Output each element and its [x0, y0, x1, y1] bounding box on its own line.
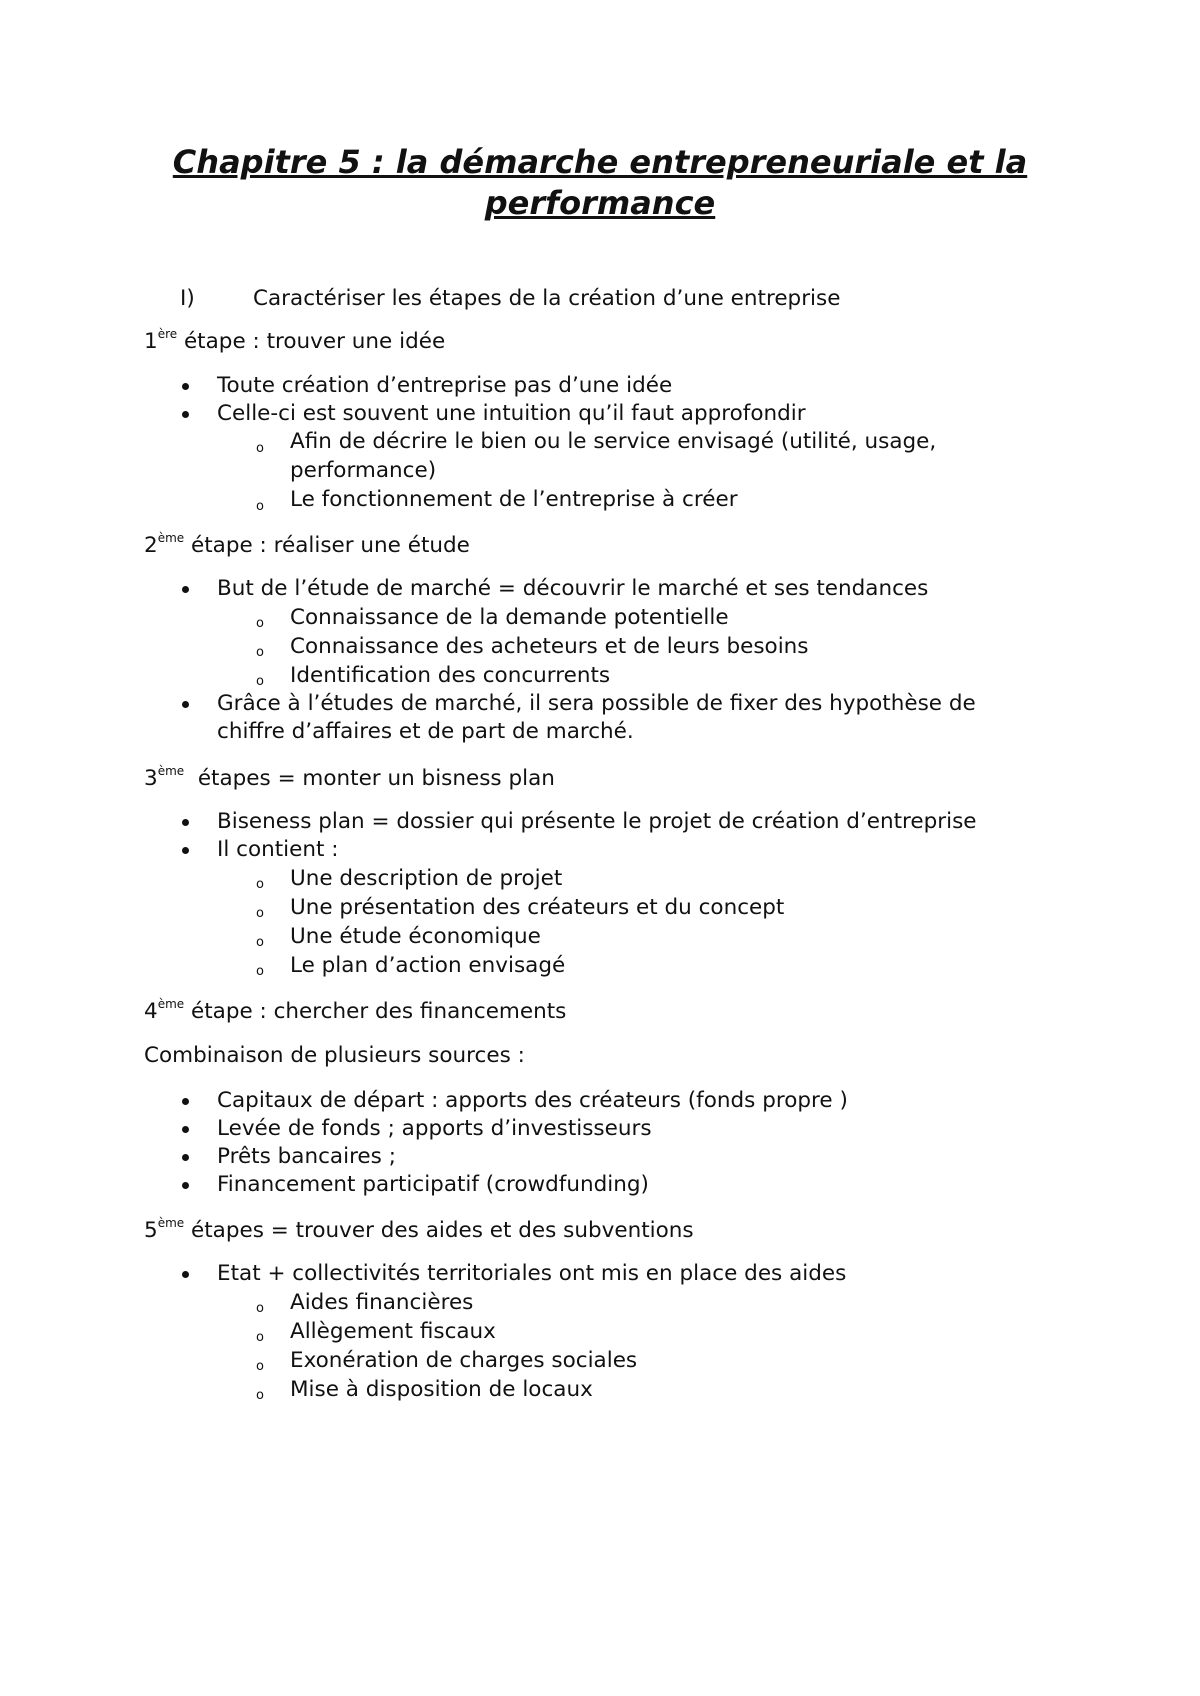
bullet-icon: [182, 383, 189, 390]
sub-list-item: o Afin de décrire le bien ou le service envisagé (utilité, usage,: [256, 429, 937, 456]
sub-list-item: o Mise à disposition de locaux: [256, 1377, 593, 1403]
list-item: Biseness plan = dossier qui présente le projet de création d’entreprise: [0, 808, 1200, 836]
step-5-list: [0, 1260, 1200, 1404]
sub-list-item-continuation: performance): [290, 458, 437, 483]
sub-list-item: o Aides financières: [256, 1290, 474, 1316]
bullet-icon: [182, 586, 189, 593]
sub-list-item: o Exonération de charges sociales: [256, 1348, 638, 1374]
step-5-heading: 5ème étapes = trouver des aides et des subventions: [144, 1216, 694, 1243]
list-item: Levée de fonds ; apports d’investisseurs: [0, 1115, 1200, 1143]
section-title: Caractériser les étapes de la création d’une entreprise: [253, 286, 841, 311]
step-2-list: [0, 575, 1200, 746]
sub-list-item: o Le fonctionnement de l’entreprise à créer: [256, 487, 738, 514]
sub-list-item: o Une description de projet: [256, 866, 563, 892]
list-item-continuation: chiffre d’affaires et de part de marché.: [217, 719, 634, 744]
step-1-heading: 1ère étape : trouver une idée: [144, 327, 446, 354]
step-3-heading: 3ème étapes = monter un bisness plan: [144, 764, 555, 791]
circle-bullet-icon: o: [256, 645, 264, 660]
circle-bullet-icon: o: [256, 441, 264, 456]
sub-list-item: o Connaissance de la demande potentielle: [256, 605, 729, 631]
step-4-list: [0, 1087, 1200, 1199]
bullet-icon: [182, 1182, 189, 1189]
sub-list-item: o Allègement fiscaux: [256, 1319, 496, 1345]
sub-list-item: o Identification des concurrents: [256, 663, 611, 689]
list-item: Toute création d’entreprise pas d’une idée: [0, 372, 1200, 400]
sub-list-item: o Le plan d’action envisagé: [256, 953, 566, 979]
sub-list-item: o Connaissance des acheteurs et de leurs besoins: [256, 634, 809, 660]
list-item: Grâce à l’études de marché, il sera possible de fixer des hypothèse de: [0, 690, 1200, 718]
section-number: I): [180, 286, 195, 311]
step-3-list: [0, 808, 1200, 980]
circle-bullet-icon: o: [256, 1301, 264, 1316]
list-item: Capitaux de départ : apports des créateurs (fonds propre ): [0, 1087, 1200, 1115]
sub-list-item: o Une présentation des créateurs et du concept: [256, 895, 785, 921]
circle-bullet-icon: o: [256, 1359, 264, 1374]
bullet-icon: [182, 1126, 189, 1133]
bullet-icon: [182, 1098, 189, 1105]
title-line-1: Chapitre 5 : la démarche entrepreneuriale et la: [172, 143, 1028, 181]
sub-list-item: o Une étude économique: [256, 924, 541, 950]
circle-bullet-icon: o: [256, 935, 264, 950]
circle-bullet-icon: o: [256, 616, 264, 631]
circle-bullet-icon: o: [256, 877, 264, 892]
bullet-icon: [182, 1271, 189, 1278]
page-title: [0, 142, 1200, 224]
step-4-heading: 4ème étape : chercher des financements: [144, 997, 567, 1024]
circle-bullet-icon: o: [256, 499, 264, 514]
circle-bullet-icon: o: [256, 1330, 264, 1345]
list-item: Etat + collectivités territoriales ont mis en place des aides: [0, 1260, 1200, 1288]
step-4-intro: Combinaison de plusieurs sources :: [144, 1043, 525, 1068]
bullet-icon: [182, 847, 189, 854]
bullet-icon: [182, 819, 189, 826]
list-item: Prêts bancaires ;: [0, 1143, 1200, 1171]
circle-bullet-icon: o: [256, 906, 264, 921]
circle-bullet-icon: o: [256, 674, 264, 689]
list-item: Celle-ci est souvent une intuition qu’il faut approfondir: [0, 400, 1200, 428]
bullet-icon: [182, 701, 189, 708]
bullet-icon: [182, 1154, 189, 1161]
bullet-icon: [182, 411, 189, 418]
step-1-list: [0, 372, 1200, 514]
list-item: Il contient :: [0, 836, 1200, 864]
circle-bullet-icon: o: [256, 1388, 264, 1403]
circle-bullet-icon: o: [256, 964, 264, 979]
step-2-heading: 2ème étape : réaliser une étude: [144, 531, 470, 558]
list-item: But de l’étude de marché = découvrir le marché et ses tendances: [0, 575, 1200, 603]
list-item: Financement participatif (crowdfunding): [0, 1171, 1200, 1199]
title-line-2: performance: [484, 184, 716, 222]
